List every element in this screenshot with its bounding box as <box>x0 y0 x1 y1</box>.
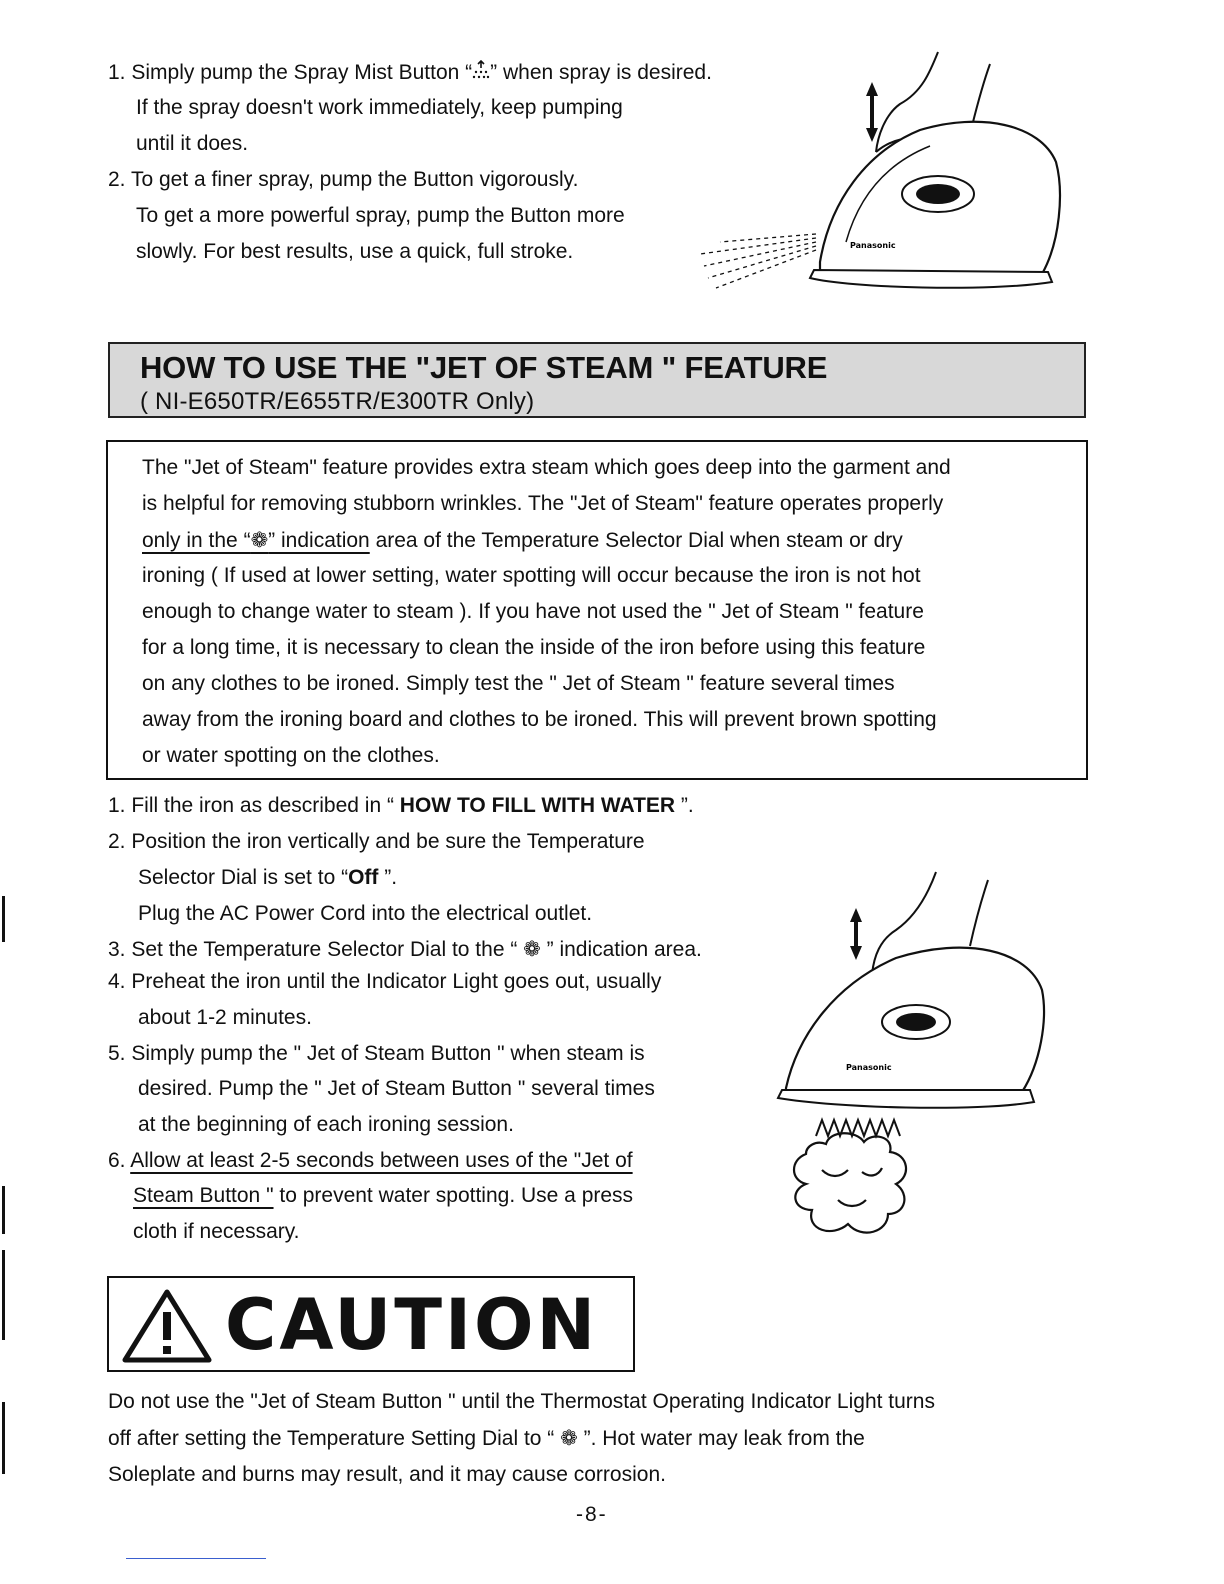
spray-step-2-line-3: slowly. For best results, use a quick, full stroke. <box>136 240 574 263</box>
margin-bar <box>2 1186 5 1234</box>
brand-label: Panasonic <box>850 241 896 250</box>
spray-step-1-line-3: until it does. <box>136 132 249 155</box>
caution-line-1: Do not use the "Jet of Steam Button " until the Thermostat Operating Indicator Light turns <box>108 1390 935 1413</box>
feature-line-5: enough to change water to steam ). If you have not used the " Jet of Steam " feature <box>142 600 924 623</box>
page-number: -8- <box>576 1503 608 1526</box>
feature-line-6: for a long time, it is necessary to clean the inside of the iron before using this feature <box>142 636 926 659</box>
step-5-line-2: desired. Pump the " Jet of Steam Button " several times <box>138 1077 655 1100</box>
steam-setting-icon: ❁ <box>560 1427 578 1450</box>
section-title: HOW TO USE THE "JET OF STEAM " FEATURE <box>140 350 828 385</box>
warning-triangle-icon <box>121 1288 213 1364</box>
spray-step-1-line-2: If the spray doesn't work immediately, keep pumping <box>136 96 623 119</box>
steam-setting-icon: ❁ <box>523 938 541 961</box>
spray-step-2-line-2: To get a more powerful spray, pump the Button more <box>136 204 625 227</box>
step-4-line-2: about 1-2 minutes. <box>138 1006 312 1029</box>
feature-line-4: ironing ( If used at lower setting, water spotting will occur because the iron is not hot <box>142 564 921 587</box>
up-down-arrow-icon <box>866 82 878 142</box>
caution-label: CAUTION <box>225 1284 599 1366</box>
iron-jet-steam-illustration <box>776 864 1066 1254</box>
spray-step-2-line-1: 2. To get a finer spray, pump the Button vigorously. <box>108 168 579 191</box>
step-6-line-3: cloth if necessary. <box>133 1220 300 1243</box>
spray-mist-icon <box>472 60 490 82</box>
feature-description-box <box>106 440 1088 780</box>
step-2-line-1: 2. Position the iron vertically and be sure the Temperature <box>108 830 645 853</box>
step-5-line-1: 5. Simply pump the " Jet of Steam Button " when steam is <box>108 1042 645 1065</box>
caution-line-2: off after setting the Temperature Setting Dial to “ ❁ ”. Hot water may leak from the <box>108 1427 865 1450</box>
spray-step-1-line-1: 1. Simply pump the Spray Mist Button “ ” when spray is desired. <box>108 61 712 84</box>
margin-bar <box>2 896 5 942</box>
brand-label: Panasonic <box>846 1063 892 1072</box>
step-1: 1. Fill the iron as described in “ HOW TO FILL WITH WATER ”. <box>108 794 694 817</box>
feature-line-9: or water spotting on the clothes. <box>142 744 440 767</box>
margin-bar <box>2 1402 5 1474</box>
step-6-line-2: Steam Button " to prevent water spotting. Use a press <box>133 1184 634 1207</box>
iron-spray-illustration <box>690 42 1070 302</box>
footer-rule <box>126 1558 266 1559</box>
step-2-line-2: Selector Dial is set to “Off ”. <box>138 866 398 889</box>
caution-box <box>107 1276 635 1372</box>
steam-setting-icon: ❁ <box>250 529 269 552</box>
step-5-line-3: at the beginning of each ironing session. <box>138 1113 514 1136</box>
feature-line-2: is helpful for removing stubborn wrinkles. The "Jet of Steam" feature operates properly <box>142 492 944 515</box>
step-4-line-1: 4. Preheat the iron until the Indicator Light goes out, usually <box>108 970 662 993</box>
caution-line-3: Soleplate and burns may result, and it may cause corrosion. <box>108 1463 666 1486</box>
feature-line-3: only in the “❁” indication area of the Temperature Selector Dial when steam or dry <box>142 529 903 552</box>
margin-bar <box>2 1250 5 1340</box>
section-subtitle: ( NI-E650TR/E655TR/E300TR Only) <box>140 388 535 415</box>
steam-cloud-icon <box>794 1133 906 1232</box>
feature-line-8: away from the ironing board and clothes to be ironed. This will prevent brown spotting <box>142 708 937 731</box>
step-6-line-1: 6. Allow at least 2-5 seconds between uses of the "Jet of <box>108 1149 633 1172</box>
feature-line-1: The "Jet of Steam" feature provides extra steam which goes deep into the garment and <box>142 456 951 479</box>
step-2-line-3: Plug the AC Power Cord into the electrical outlet. <box>138 902 593 925</box>
step-3: 3. Set the Temperature Selector Dial to the “ ❁ ” indication area. <box>108 938 702 961</box>
feature-line-7: on any clothes to be ironed. Simply test the " Jet of Steam " feature several times <box>142 672 895 695</box>
section-header <box>108 342 1086 418</box>
up-down-arrow-icon <box>850 908 862 960</box>
